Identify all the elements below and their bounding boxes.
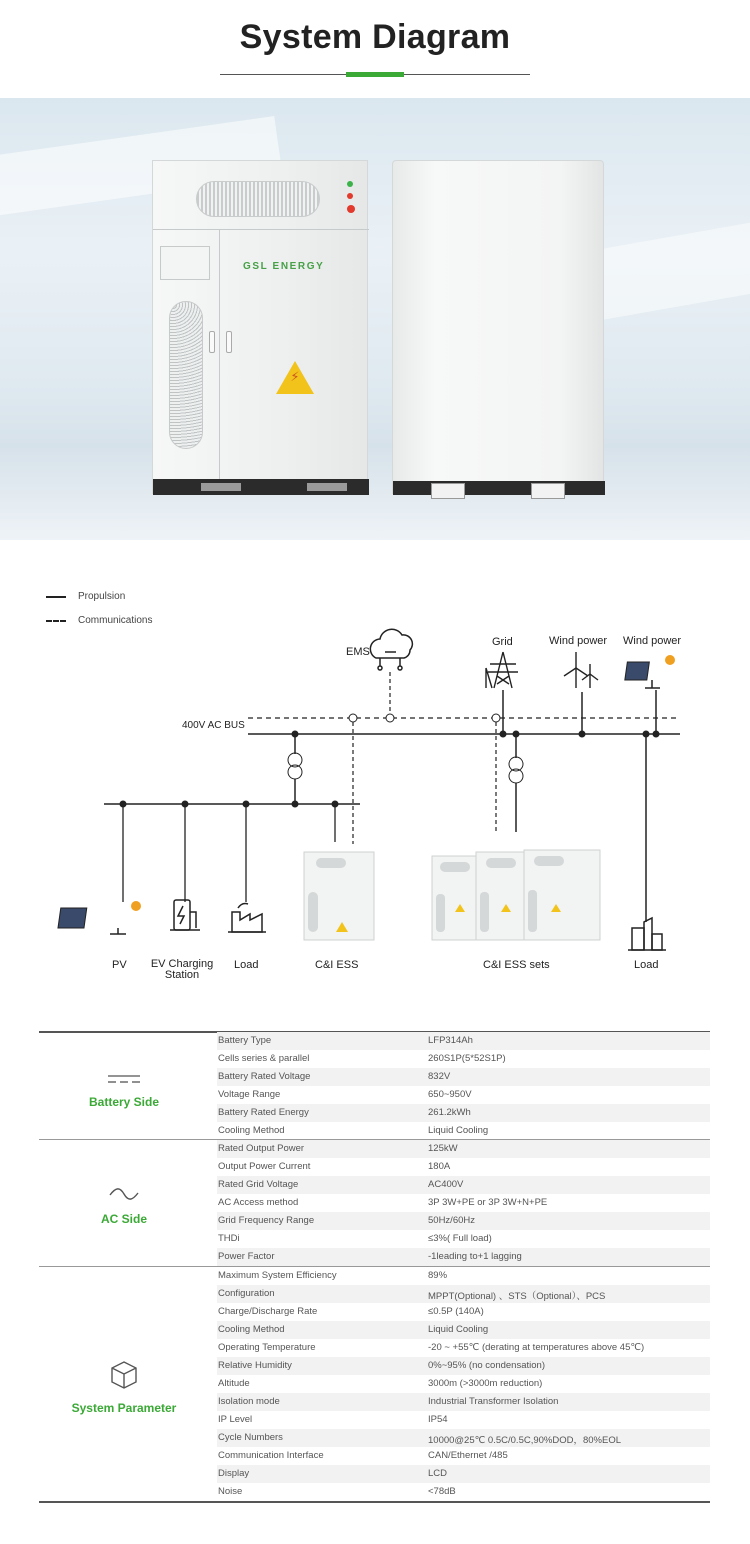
- spec-value: -20 ~ +55℃ (derating at temperatures above 45℃): [428, 1342, 645, 1353]
- spec-key: Grid Frequency Range: [218, 1215, 315, 1226]
- forklift-slot: [307, 483, 347, 491]
- spec-row: [217, 1050, 710, 1068]
- spec-row: [217, 1230, 710, 1248]
- green-led: [347, 181, 353, 187]
- cabinet-base: [393, 481, 605, 495]
- ess-comm-node: [349, 714, 357, 722]
- solar-panel-icon: [625, 655, 675, 688]
- top-vent: [196, 181, 320, 217]
- door-handle: [226, 331, 232, 353]
- building-icon: [628, 918, 666, 950]
- spec-row: [217, 1122, 710, 1140]
- spec-key: Configuration: [218, 1288, 275, 1299]
- spec-row: [217, 1357, 710, 1375]
- ci-ess-sets-label: C&I ESS sets: [483, 959, 550, 971]
- bus-label: 400V AC BUS: [182, 720, 245, 731]
- side-vent: [169, 301, 203, 449]
- spec-key: Power Factor: [218, 1251, 275, 1262]
- brand-logo: GSL ENERGY: [243, 261, 325, 272]
- access-panel: [160, 246, 210, 280]
- bus-node: [579, 731, 586, 738]
- spec-value: 0%~95% (no condensation): [428, 1360, 545, 1371]
- ci-ess-cabinet: [304, 852, 374, 940]
- spec-value: MPPT(Optional) 、STS（Optional）、PCS: [428, 1291, 606, 1302]
- spec-row: [217, 1194, 710, 1212]
- spec-value: CAN/Ethernet /485: [428, 1450, 508, 1461]
- door-handle: [209, 331, 215, 353]
- ev-label-line-1: EV Charging: [150, 958, 214, 970]
- legend-communications-label: Communications: [78, 615, 153, 626]
- spec-value: Liquid Cooling: [428, 1125, 489, 1136]
- spec-key: Maximum System Efficiency: [218, 1270, 337, 1281]
- spec-row: [217, 1483, 710, 1501]
- spec-row: [217, 1339, 710, 1357]
- spec-row: [217, 1248, 710, 1266]
- spec-key: Altitude: [218, 1378, 250, 1389]
- spec-row: [217, 1104, 710, 1122]
- spec-value: 261.2kWh: [428, 1107, 471, 1118]
- factory-icon: [228, 904, 266, 933]
- spec-key: Cooling Method: [218, 1125, 285, 1136]
- ess-sets-comm-node: [492, 714, 500, 722]
- cube-icon: [39, 1359, 209, 1396]
- spec-row: [217, 1176, 710, 1194]
- floor: [0, 448, 750, 540]
- spec-row: [217, 1321, 710, 1339]
- spec-key: Cells series & parallel: [218, 1053, 310, 1064]
- ems-label: EMS: [346, 646, 370, 658]
- spec-value: 89%: [428, 1270, 448, 1281]
- spec-value: 50Hz/60Hz: [428, 1215, 475, 1226]
- emergency-stop-icon: [347, 205, 355, 213]
- forklift-slot: [201, 483, 241, 491]
- spec-value: ≤3%( Full load): [428, 1233, 492, 1244]
- group-ac-side: AC Side: [100, 1212, 147, 1226]
- spec-key: IP Level: [218, 1414, 253, 1425]
- spec-row: [217, 1212, 710, 1230]
- spec-row: [217, 1140, 710, 1158]
- ci-ess-sets: [432, 850, 600, 940]
- spec-value: 650~950V: [428, 1089, 472, 1100]
- spec-value: -1leading to+1 lagging: [428, 1251, 522, 1262]
- ev-station-label: [146, 959, 218, 981]
- spec-row: [217, 1068, 710, 1086]
- spec-row: [217, 1429, 710, 1447]
- wind-power-label-2: Wind power: [623, 635, 682, 647]
- spec-value: ≤0.5P (140A): [428, 1306, 484, 1317]
- solar-panel-icon: [58, 901, 141, 934]
- group-battery-side: Battery Side: [88, 1095, 160, 1109]
- spec-key: Battery Rated Energy: [218, 1107, 309, 1118]
- spec-key: Battery Rated Voltage: [218, 1071, 311, 1082]
- spec-row: [217, 1303, 710, 1321]
- table-bottom-rule: [39, 1501, 710, 1503]
- group-system-parameter: System Parameter: [71, 1401, 177, 1415]
- indicator-lights: [347, 181, 355, 219]
- spec-row: [217, 1086, 710, 1104]
- spec-key: Voltage Range: [218, 1089, 281, 1100]
- spec-value: Liquid Cooling: [428, 1324, 489, 1335]
- spec-row: [217, 1447, 710, 1465]
- spec-row: [217, 1411, 710, 1429]
- spec-value: 260S1P(5*52S1P): [428, 1053, 506, 1064]
- power-tower-icon: [486, 652, 518, 688]
- spec-key: Relative Humidity: [218, 1360, 292, 1371]
- bus-node: [513, 731, 520, 738]
- spec-value: <78dB: [428, 1486, 456, 1497]
- title-section: [0, 0, 750, 96]
- load-label-right: Load: [634, 959, 659, 971]
- spec-value: 180A: [428, 1161, 451, 1172]
- spec-key: Rated Grid Voltage: [218, 1179, 299, 1190]
- spec-row: [217, 1158, 710, 1176]
- ci-ess-label: C&I ESS: [315, 959, 359, 971]
- product-photo: [0, 98, 750, 540]
- load-label-left: Load: [234, 959, 259, 971]
- page-title: System Diagram: [239, 18, 511, 56]
- spec-value: 3000m (>3000m reduction): [428, 1378, 543, 1389]
- bus-node: [653, 731, 660, 738]
- spec-row: [217, 1375, 710, 1393]
- spec-value: AC400V: [428, 1179, 464, 1190]
- wind-power-label: Wind power: [549, 635, 608, 647]
- bus-node: [643, 731, 650, 738]
- spec-key: Cooling Method: [218, 1324, 285, 1335]
- spec-key: Battery Type: [218, 1035, 272, 1046]
- pv-label: PV: [112, 959, 127, 971]
- spec-key: Display: [218, 1468, 250, 1479]
- spec-row: [217, 1267, 710, 1285]
- spec-key: AC Access method: [218, 1197, 299, 1208]
- spec-key: Rated Output Power: [218, 1143, 305, 1154]
- spec-key: Charge/Discharge Rate: [218, 1306, 318, 1317]
- ess-cabinet-side: [392, 160, 604, 494]
- bus-node: [500, 731, 507, 738]
- grid-label: Grid: [492, 636, 513, 648]
- ev-label-line-2: Station: [164, 969, 200, 981]
- spec-key: THDi: [218, 1233, 240, 1244]
- spec-value: LFP314Ah: [428, 1035, 473, 1046]
- battery-dc-icon: [39, 1071, 209, 1092]
- spec-key: Communication Interface: [218, 1450, 324, 1461]
- ess-cabinet-front: [152, 160, 368, 494]
- ems-comm-node: [386, 714, 394, 722]
- spec-value: Industrial Transformer Isolation: [428, 1396, 559, 1407]
- lightning-icon: ⚡: [290, 369, 300, 384]
- spec-row: [217, 1032, 710, 1050]
- lifting-bracket: [531, 483, 565, 499]
- spec-value: 832V: [428, 1071, 451, 1082]
- spec-value: IP54: [428, 1414, 448, 1425]
- spec-key: Operating Temperature: [218, 1342, 316, 1353]
- lifting-bracket: [431, 483, 465, 499]
- ac-wave-icon: [39, 1186, 209, 1207]
- cloud-icon: [370, 629, 412, 670]
- red-led: [347, 193, 353, 199]
- spec-row: [217, 1393, 710, 1411]
- spec-row: [217, 1285, 710, 1303]
- title-accent-bar: [346, 72, 404, 77]
- door-seam: [219, 229, 220, 479]
- spec-key: Isolation mode: [218, 1396, 280, 1407]
- spec-key: Output Power Current: [218, 1161, 311, 1172]
- system-diagram: [0, 572, 750, 1002]
- spec-row: [217, 1465, 710, 1483]
- spec-value: 3P 3W+PE or 3P 3W+N+PE: [428, 1197, 548, 1208]
- spec-value: 10000@25℃ 0.5C/0.5C,90%DOD，80%EOL: [428, 1435, 621, 1446]
- ev-charger-icon: [170, 900, 200, 930]
- wind-turbine-icon: [564, 652, 598, 688]
- spec-value: LCD: [428, 1468, 448, 1479]
- bus-node: [292, 731, 299, 738]
- spec-key: Cycle Numbers: [218, 1432, 283, 1443]
- bus-node: [292, 801, 299, 808]
- legend-propulsion-label: Propulsion: [78, 591, 126, 602]
- spec-value: 125kW: [428, 1143, 458, 1154]
- panel-seam: [153, 229, 369, 230]
- spec-key: Noise: [218, 1486, 243, 1497]
